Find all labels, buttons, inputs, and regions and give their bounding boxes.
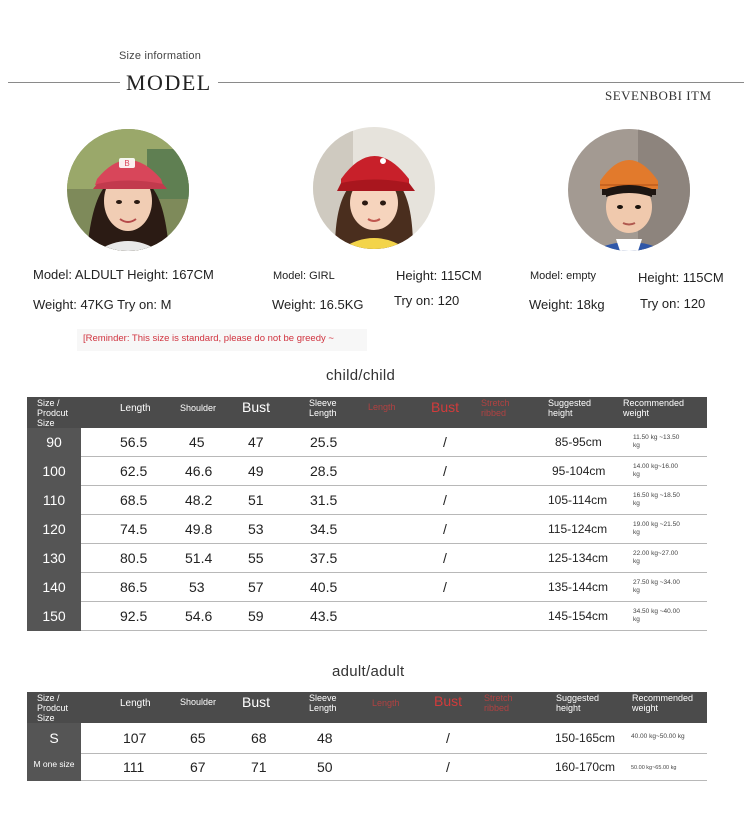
height-cell: 135-144cm [548, 580, 609, 594]
divider-left [8, 82, 120, 83]
row-divider [81, 630, 707, 631]
sleeve-cell: 25.5 [310, 434, 338, 450]
header-bust: Bust [242, 694, 271, 710]
length-cell: 56.5 [120, 434, 148, 450]
model-2-weight: Weight: 16.5KG [272, 297, 364, 312]
header-size: Size / Prodcut Size [37, 398, 69, 428]
length-cell: 92.5 [120, 608, 148, 624]
shoulder-cell: 51.4 [185, 550, 213, 566]
sleeve-cell: 31.5 [310, 492, 338, 508]
row-divider [81, 780, 707, 781]
table-row [27, 723, 707, 754]
size-cell: S [27, 723, 81, 754]
empty-cell: / [443, 521, 447, 537]
size-cell: 140 [27, 573, 81, 602]
bust-cell: 71 [251, 759, 267, 775]
height-cell: 150-165cm [555, 731, 616, 745]
child-section-title: child/child [326, 367, 396, 384]
height-cell: 95-104cm [552, 464, 606, 478]
shoulder-cell: 48.2 [185, 492, 213, 508]
model-3-name: Model: empty [530, 270, 597, 282]
table-row [27, 515, 707, 544]
model-title: MODEL [126, 70, 212, 95]
model-avatar-boy [568, 129, 690, 251]
bust-cell: 47 [248, 434, 264, 450]
bust-cell: 53 [248, 521, 264, 537]
header-sleeve: Sleeve Length [309, 693, 337, 713]
model-2-name: Model: GIRL [273, 270, 335, 282]
empty-cell: / [443, 492, 447, 508]
header-length-2: Length [372, 698, 400, 708]
brand-label: SEVENBOBI ITM [605, 88, 712, 103]
height-cell: 105-114cm [548, 493, 608, 507]
adult-size-table [27, 692, 707, 781]
size-cell: 150 [27, 602, 81, 631]
table-row [27, 428, 707, 457]
bust-cell: 57 [248, 579, 264, 595]
model-avatar-girl [313, 127, 435, 249]
model-3-weight: Weight: 18kg [529, 297, 605, 312]
table-row [27, 754, 707, 781]
height-cell: 145-154cm [548, 609, 609, 623]
weight-cell: 22.00 kg~27.00 kg [633, 550, 678, 565]
size-cell: M one size [27, 754, 81, 781]
weight-cell: 34.50 kg ~40.00 kg [633, 608, 680, 623]
height-cell: 125-134cm [548, 551, 609, 565]
table-row [27, 602, 707, 631]
header-bust-2: Bust [431, 399, 460, 415]
empty-cell: / [443, 463, 447, 479]
header-shoulder: Shoulder [180, 403, 217, 413]
svg-text:B: B [124, 159, 130, 168]
header-sleeve: Sleeve Length [309, 398, 337, 418]
adult-table-header [27, 692, 707, 723]
length-cell: 74.5 [120, 521, 148, 537]
size-cell: 110 [27, 486, 81, 515]
adult-section-title: adult/adult [332, 663, 405, 680]
header-height: Suggested height [556, 693, 600, 713]
header-height: Suggested height [548, 398, 592, 418]
bust-cell: 51 [248, 492, 264, 508]
table-row [27, 573, 707, 602]
shoulder-cell: 53 [189, 579, 205, 595]
sleeve-cell: 50 [317, 759, 333, 775]
model-2-height: Height: 115CM [396, 268, 482, 283]
shoulder-cell: 46.6 [185, 463, 213, 479]
length-cell: 107 [123, 730, 147, 746]
table-row [27, 544, 707, 573]
bust-cell: 49 [248, 463, 264, 479]
length-cell: 68.5 [120, 492, 148, 508]
empty-cell: / [446, 759, 450, 775]
shoulder-cell: 67 [190, 759, 206, 775]
divider-right [218, 82, 744, 83]
header-bust-2: Bust [434, 693, 463, 709]
header-shoulder: Shoulder [180, 697, 217, 707]
header-stretch: Stretch ribbed [481, 398, 510, 418]
height-cell: 85-95cm [555, 435, 602, 449]
empty-cell: / [443, 550, 447, 566]
length-cell: 111 [123, 759, 145, 775]
child-size-table [27, 397, 707, 631]
model-1-line-2: Weight: 47KG Try on: M [33, 297, 172, 312]
shoulder-cell: 49.8 [185, 521, 213, 537]
bust-cell: 59 [248, 608, 264, 624]
child-table-header [27, 397, 707, 428]
bust-cell: 55 [248, 550, 264, 566]
model-2-tryon: Try on: 120 [394, 293, 460, 308]
shoulder-cell: 65 [190, 730, 206, 746]
length-cell: 62.5 [120, 463, 148, 479]
height-cell: 115-124cm [548, 522, 608, 536]
header-bust: Bust [242, 399, 271, 415]
model-3-height: Height: 115CM [638, 270, 724, 285]
size-information-label: Size information [119, 50, 202, 62]
reminder-note: [Reminder: This size is standard, please do not be greedy ~ [77, 329, 367, 351]
weight-cell: 16.50 kg ~18.50 kg [633, 492, 680, 507]
header-weight: Recommended weight [632, 693, 694, 713]
table-row [27, 486, 707, 515]
header-stretch: Stretch ribbed [484, 693, 513, 713]
size-cell: 120 [27, 515, 81, 544]
model-avatar-adult [67, 129, 189, 251]
shoulder-cell: 45 [189, 434, 205, 450]
empty-cell: / [446, 730, 450, 746]
weight-cell: 27.50 kg ~34.00 kg [633, 579, 680, 594]
length-cell: 80.5 [120, 550, 148, 566]
sleeve-cell: 40.5 [310, 579, 338, 595]
length-cell: 86.5 [120, 579, 148, 595]
model-1-line-1: Model: ALDULT Height: 167CM [33, 267, 214, 282]
header-length: Length [120, 698, 151, 709]
header-length: Length [120, 403, 151, 414]
model-3-tryon: Try on: 120 [640, 296, 706, 311]
sleeve-cell: 37.5 [310, 550, 338, 566]
weight-cell: 40.00 kg~50.00 kg [631, 733, 685, 740]
header-size: Size / Prodcut Size [37, 693, 69, 723]
sleeve-cell: 34.5 [310, 521, 338, 537]
weight-cell: 11.50 kg ~13.50 kg [633, 434, 680, 449]
size-cell: 90 [27, 428, 81, 457]
empty-cell: / [443, 434, 447, 450]
size-cell: 100 [27, 457, 81, 486]
bust-cell: 68 [251, 730, 267, 746]
weight-cell: 14.00 kg~16.00 kg [633, 463, 678, 478]
height-cell: 160-170cm [555, 760, 616, 774]
header-weight: Recommended weight [623, 398, 685, 418]
header-length-2: Length [368, 402, 396, 412]
sleeve-cell: 43.5 [310, 608, 338, 624]
table-row [27, 457, 707, 486]
size-cell: 130 [27, 544, 81, 573]
sleeve-cell: 48 [317, 730, 333, 746]
weight-cell: 50.00 kg~65.00 kg [631, 765, 677, 771]
empty-cell: / [443, 579, 447, 595]
weight-cell: 19.00 kg ~21.50 kg [633, 521, 680, 536]
shoulder-cell: 54.6 [185, 608, 213, 624]
sleeve-cell: 28.5 [310, 463, 338, 479]
